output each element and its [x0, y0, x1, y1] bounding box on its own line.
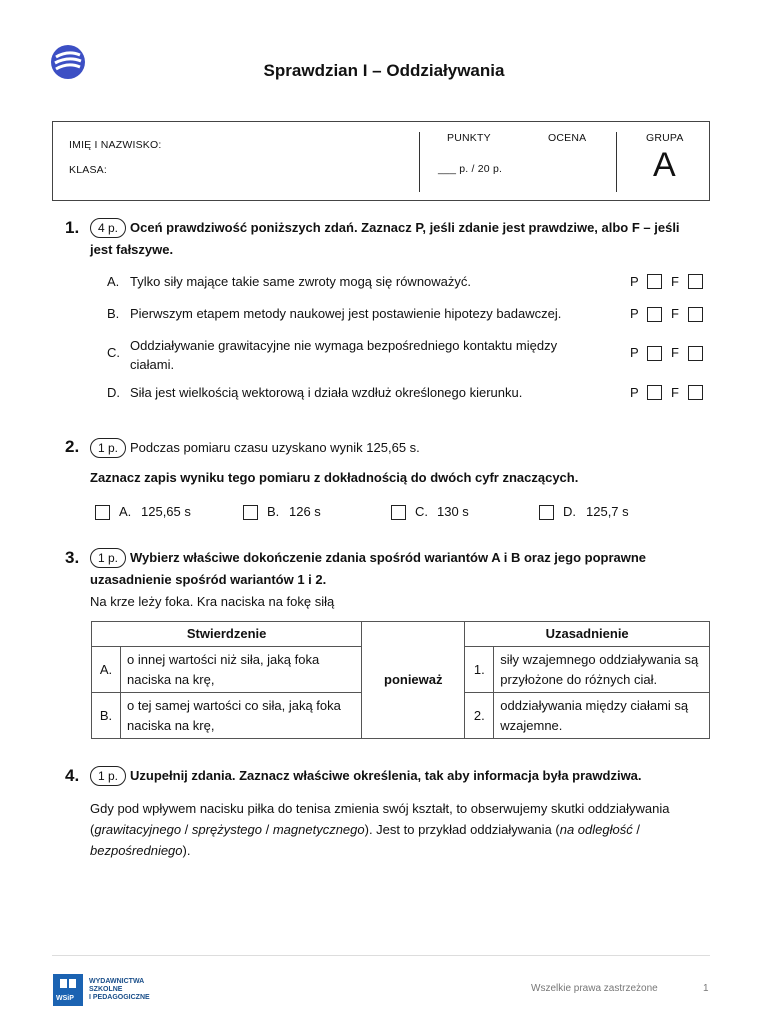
q2-number: 2. — [65, 437, 80, 456]
copyright-notice: Wszelkie prawa zastrzeżone — [531, 983, 658, 994]
q3-option-1[interactable]: siły wzajemnego oddziaływania są przyłożone do różnych ciał. — [494, 647, 710, 693]
q3-points-badge: 1 p. — [90, 548, 126, 568]
q1-true-label: P — [630, 306, 639, 321]
q3-option-b-letter: B. — [92, 693, 121, 739]
q4-option-direct[interactable]: bezpośredniego — [90, 843, 183, 858]
q4-paragraph: Gdy pod wpływem nacisku piłka do tenisa zmienia swój kształt, to obserwujemy skutki oddziaływania (grawitacyjnego / sprężystego / magnetycznego). Jest to przykład oddziaływania (na odległość / bezpośredniego). — [90, 801, 670, 858]
q1-false-label: F — [671, 385, 679, 400]
q1-c-true-checkbox[interactable] — [647, 346, 662, 361]
q3-number: 3. — [65, 548, 80, 567]
q1-statement-c: Oddziaływanie grawitacyjne nie wymaga bezpośredniego kontaktu między ciałami. — [130, 338, 558, 372]
q3-option-a[interactable]: o innej wartości niż siła, jaką foka naciska na krę, — [121, 647, 362, 693]
q4-option-magnetic[interactable]: magnetycznego — [272, 822, 365, 837]
q4-prompt: 1 p. Uzupełnij zdania. Zaznacz właściwe określenia, tak aby informacja była prawdziwa. — [90, 765, 642, 787]
q2-option-d-checkbox[interactable] — [539, 505, 554, 520]
q3-header-statement: Stwierdzenie — [92, 622, 362, 647]
q1-a-true-checkbox[interactable] — [647, 274, 662, 289]
q2-option-d-letter: D. — [563, 504, 576, 519]
q1-d-true-checkbox[interactable] — [647, 385, 662, 400]
q1-d-false-checkbox[interactable] — [688, 385, 703, 400]
q3-option-2[interactable]: oddziaływania między ciałami są wzajemne. — [494, 693, 710, 739]
q1-letter-b: B. — [107, 306, 120, 321]
q1-number: 1. — [65, 218, 80, 237]
grade-label: OCENA — [548, 132, 587, 144]
q2-option-b-value: 126 s — [289, 504, 321, 519]
q2-points-badge: 1 p. — [90, 438, 126, 458]
page-title: Sprawdzian I – Oddziaływania — [263, 61, 505, 80]
q1-b-true-checkbox[interactable] — [647, 307, 662, 322]
q1-true-label: P — [630, 385, 639, 400]
class-label: KLASA: — [69, 164, 107, 176]
q3-stem: Na krze leży foka. Kra naciska na fokę siłą — [90, 594, 335, 609]
q1-true-label: P — [630, 345, 639, 360]
q1-points-badge: 4 p. — [90, 218, 126, 238]
q3-choice-table — [91, 621, 710, 739]
wsip-logo: WSiP — [53, 974, 83, 1006]
footer-divider — [52, 955, 710, 956]
q2-option-c-value: 130 s — [437, 504, 469, 519]
q1-false-label: F — [671, 306, 679, 321]
q3-prompt: 1 p. Wybierz właściwe dokończenie zdania spośród wariantów A i B oraz jego poprawne uzasadnienie spośród wariantów 1 i 2. — [90, 550, 647, 587]
q2-option-c-letter: C. — [415, 504, 428, 519]
q3-option-b[interactable]: o tej samej wartości co siła, jaką foka naciska na krę, — [121, 693, 362, 739]
q1-false-label: F — [671, 345, 679, 360]
q1-prompt: 4 p. Oceń prawdziwość poniższych zdań. Zaznacz P, jeśli zdanie jest prawdziwe, albo F – jeśli jest fałszywe. — [90, 220, 680, 257]
q1-false-label: F — [671, 274, 679, 289]
q3-option-a-letter: A. — [92, 647, 121, 693]
points-value: ___ p. / 20 p. — [438, 163, 503, 175]
points-label: PUNKTY — [447, 132, 491, 144]
name-label: IMIĘ I NAZWISKO: — [69, 139, 162, 151]
page-number: 1 — [703, 983, 709, 994]
q3-option-1-number: 1. — [465, 647, 494, 693]
q2-prompt: 1 p. Podczas pomiaru czasu uzyskano wynik 125,65 s. — [90, 437, 420, 459]
q4-number: 4. — [65, 766, 80, 785]
q1-letter-d: D. — [107, 385, 120, 400]
group-value: A — [653, 146, 676, 184]
q2-option-b-checkbox[interactable] — [243, 505, 258, 520]
q2-option-a-checkbox[interactable] — [95, 505, 110, 520]
student-info-box — [52, 121, 710, 201]
q2-instruction: Zaznacz zapis wyniku tego pomiaru z dokładnością do dwóch cyfr znaczących. — [90, 470, 579, 485]
q1-c-false-checkbox[interactable] — [688, 346, 703, 361]
q4-points-badge: 1 p. — [90, 766, 126, 786]
q4-option-elastic[interactable]: sprężystego — [191, 822, 262, 837]
q4-option-gravitational[interactable]: grawitacyjnego — [94, 822, 182, 837]
q1-statement-a: Tylko siły mające takie same zwroty mogą się równoważyć. — [130, 274, 472, 289]
q2-option-c-checkbox[interactable] — [391, 505, 406, 520]
q2-option-b-letter: B. — [267, 504, 280, 519]
q2-option-a-value: 125,65 s — [141, 504, 191, 519]
q3-option-2-number: 2. — [465, 693, 494, 739]
publisher-name: WYDAWNICTWA SZKOLNE I PEDAGOGICZNE — [89, 978, 150, 1001]
q1-statement-d: Siła jest wielkością wektorową i działa wzdłuż określonego kierunku. — [130, 385, 523, 400]
q4-option-at-distance[interactable]: na odległość — [559, 822, 633, 837]
q1-letter-a: A. — [107, 274, 120, 289]
q1-b-false-checkbox[interactable] — [688, 307, 703, 322]
q1-letter-c: C. — [107, 345, 120, 360]
q3-header-justification: Uzasadnienie — [465, 622, 710, 647]
q1-statement-b: Pierwszym etapem metody naukowej jest postawienie hipotezy badawczej. — [130, 306, 562, 321]
q1-true-label: P — [630, 274, 639, 289]
q3-connector: ponieważ — [362, 622, 465, 739]
q1-a-false-checkbox[interactable] — [688, 274, 703, 289]
q2-option-d-value: 125,7 s — [586, 504, 629, 519]
group-label: GRUPA — [646, 132, 684, 144]
q2-option-a-letter: A. — [119, 504, 132, 519]
